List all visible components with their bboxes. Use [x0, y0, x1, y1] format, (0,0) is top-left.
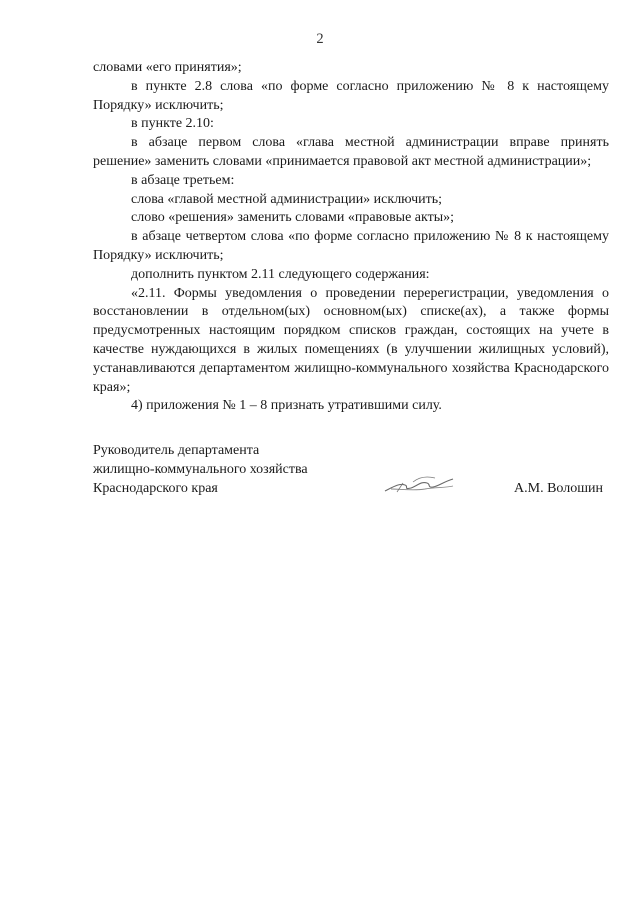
- paragraph: «2.11. Формы уведомления о проведении перерегистрации, уведомления о восстановлении в отдельном(ых) основном(ых) списке(ах), а также формы предусмотренных настоящим порядком списков граждан, состоящих на учете в качестве нуждающихся в жилых помещениях (в улучшении жилищных условий), устанавливаются департаментом жилищно-коммунального хозяйства Краснодарского края»;: [93, 285, 609, 395]
- paragraph: в пункте 2.8 слова «по форме согласно приложению № 8 к настоящему Порядку» исключить;: [93, 78, 609, 113]
- signature-block: [93, 441, 609, 498]
- page-number: 2: [316, 31, 324, 47]
- paragraph: слово «решения» заменить словами «правовые акты»;: [131, 210, 455, 226]
- paragraph: слова «главой местной администрации» исключить;: [131, 191, 443, 207]
- paragraph: дополнить пунктом 2.11 следующего содержания:: [131, 266, 430, 282]
- signatory-name: А.М. Волошин: [514, 481, 603, 496]
- paragraph: в абзаце третьем:: [131, 172, 235, 188]
- signatory-position: Руководитель департамента: [93, 443, 260, 458]
- paragraph: в абзаце первом слова «глава местной администрации вправе принять решение» заменить словами «принимается правовой акт местной администрации»;: [93, 135, 609, 169]
- paragraph: словами «его принятия»;: [93, 60, 242, 75]
- signature-row: [93, 479, 609, 498]
- signatory-position: Краснодарского края: [93, 481, 218, 496]
- signatory-position: жилищно-коммунального хозяйства: [93, 462, 308, 477]
- document-body: [93, 59, 609, 416]
- paragraph: 4) приложения № 1 – 8 признать утратившими силу.: [131, 398, 442, 414]
- paragraph: в пункте 2.10:: [131, 116, 214, 132]
- paragraph: в абзаце четвертом слова «по форме согласно приложению № 8 к настоящему Порядку» исключить;: [93, 229, 609, 263]
- handwritten-signature: [383, 471, 455, 497]
